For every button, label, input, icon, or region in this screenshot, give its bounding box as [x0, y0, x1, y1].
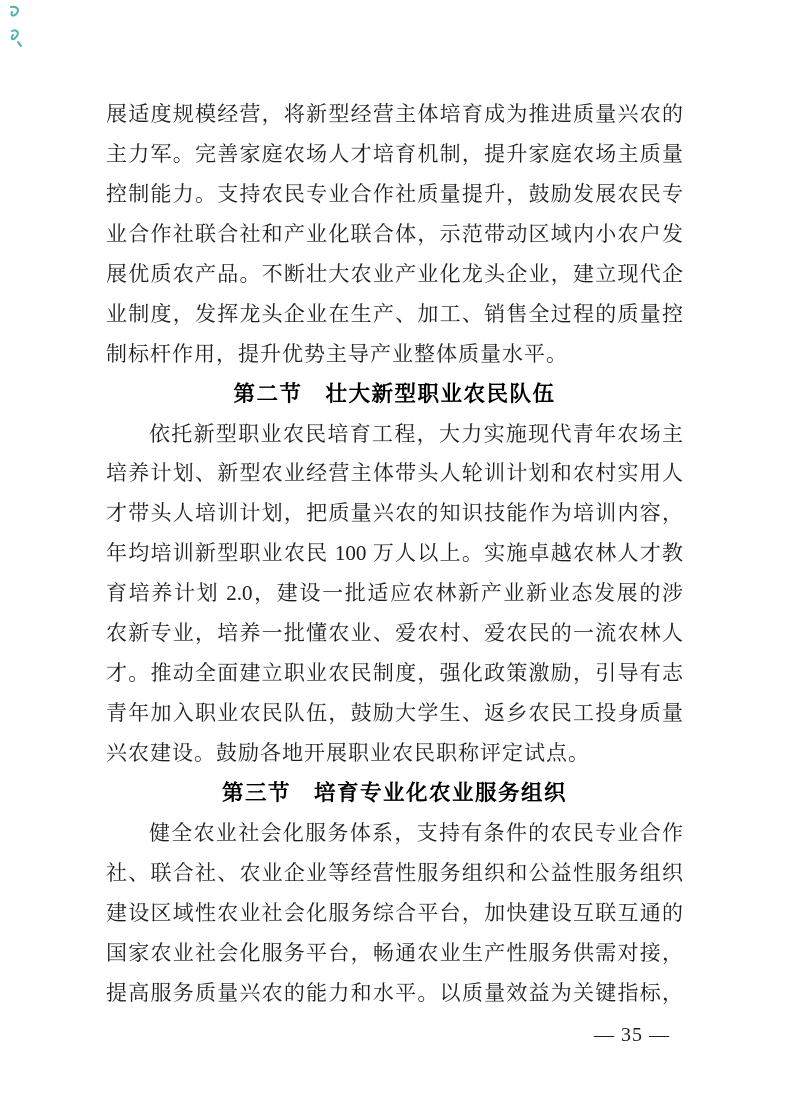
- text-line: 制标杆作用，提升优势主导产业整体质量水平。: [106, 341, 568, 366]
- text-line: 社、联合社、农业企业等经营性服务组织和公益性服务组织: [106, 860, 683, 885]
- text-line: 展优质农产品。不断壮大农业产业化龙头企业，建立现代企: [106, 261, 683, 286]
- document-lines: [106, 95, 683, 1014]
- section-heading: 第二节 壮大新型职业农民队伍: [233, 381, 556, 406]
- text-line: 才。推动全面建立职业农民制度，强化政策激励，引导有志: [106, 661, 683, 686]
- text-line: 国家农业社会化服务平台，畅通农业生产性服务供需对接，: [106, 940, 683, 965]
- text-line: 兴农建设。鼓励各地开展职业农民职称评定试点。: [106, 741, 590, 765]
- section-heading: 第三节 培育专业化农业服务组织: [221, 780, 567, 805]
- text-line: 农新专业，培养一批懂农业、爱农村、爱农民的一流农林人: [106, 621, 683, 646]
- document-body: [106, 95, 683, 1014]
- text-line: 提高服务质量兴农的能力和水平。以质量效益为关键指标，: [106, 980, 683, 1005]
- text-line: 青年加入职业农民队伍，鼓励大学生、返乡农民工投身质量: [106, 701, 683, 726]
- scan-mark-icon: [7, 4, 29, 50]
- text-line: 育培养计划 2.0，建设一批适应农林新产业新业态发展的涉: [106, 581, 683, 606]
- text-line: 健全农业社会化服务体系，支持有条件的农民专业合作: [149, 820, 683, 845]
- text-line: 依托新型职业农民培育工程，大力实施现代青年农场主: [149, 421, 683, 446]
- scan-artifact-marks: [7, 4, 29, 50]
- page-number: — 35 —: [594, 1024, 670, 1046]
- text-line: 年均培训新型职业农民 100 万人以上。实施卓越农林人才教: [106, 541, 683, 566]
- text-line: 主力军。完善家庭农场人才培育机制，提升家庭农场主质量: [106, 141, 683, 166]
- text-line: 培养计划、新型农业经营主体带头人轮训计划和农村实用人: [106, 461, 683, 486]
- text-line: 才带头人培训计划，把质量兴农的知识技能作为培训内容，: [106, 501, 683, 526]
- text-line: 建设区域性农业社会化服务综合平台，加快建设互联互通的: [106, 900, 683, 925]
- text-line: 业制度，发挥龙头企业在生产、加工、销售全过程的质量控: [106, 301, 683, 326]
- text-line: 业合作社联合社和产业化联合体，示范带动区域内小农户发: [106, 221, 683, 246]
- text-line: 展适度规模经营，将新型经营主体培育成为推进质量兴农的: [106, 102, 683, 126]
- text-line: 控制能力。支持农民专业合作社质量提升，鼓励发展农民专: [106, 181, 683, 206]
